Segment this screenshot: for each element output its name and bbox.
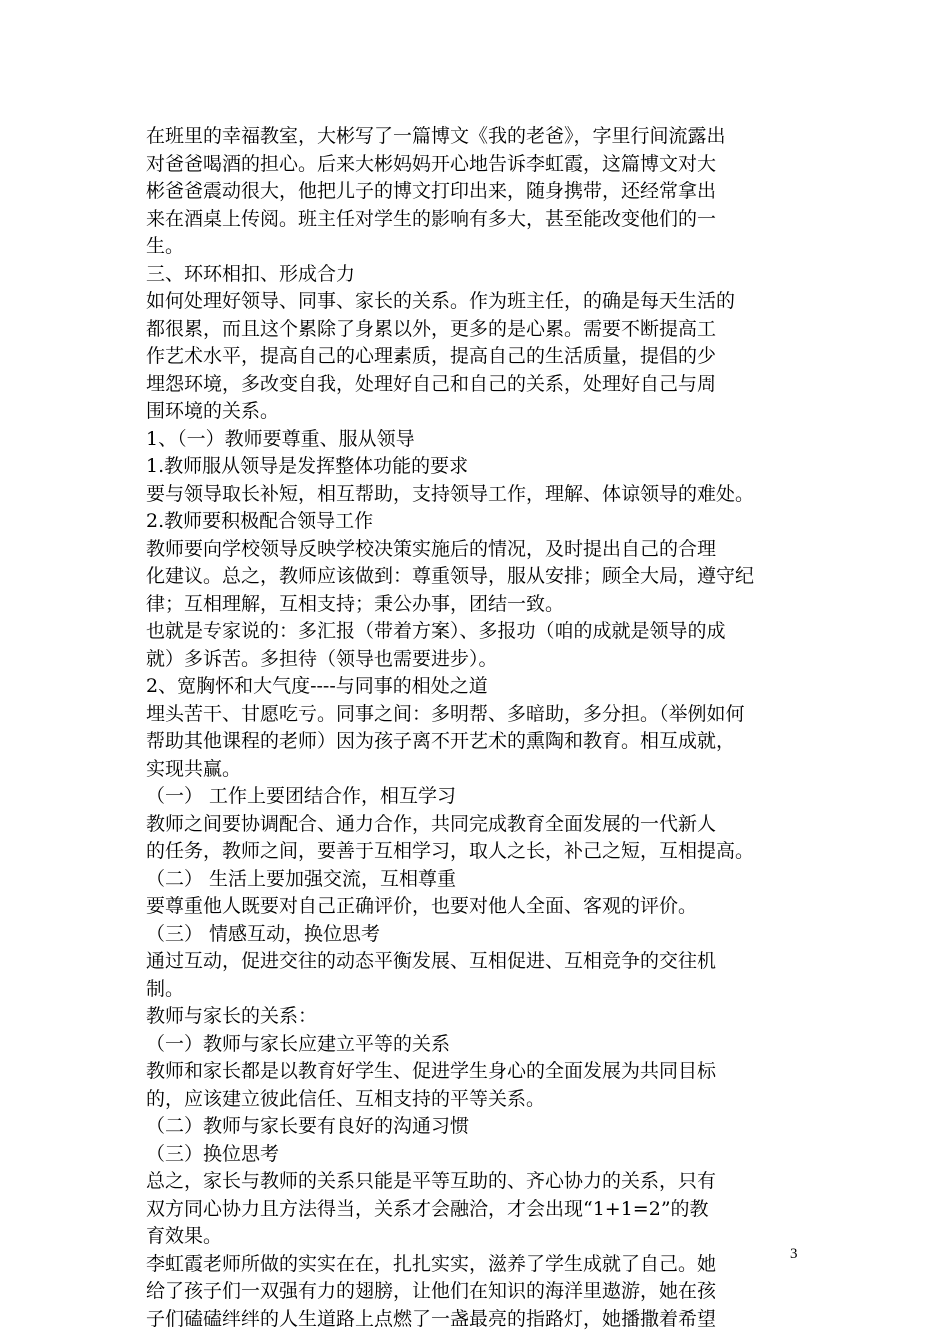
- text-line: 帮助其他课程的老师）因为孩子离不开艺术的熏陶和教育。相互成就，: [146, 730, 736, 752]
- text-line: 对爸爸喝酒的担心。后来大彬妈妈开心地告诉李虹霞，这篇博文对大: [146, 152, 717, 175]
- text-line: 实现共赢。: [146, 757, 242, 780]
- text-line: 围环境的关系。: [146, 400, 280, 422]
- subsection-heading: （一）教师与家长应建立平等的关系: [146, 1032, 451, 1055]
- text-line: 的，应该建立彼此信任、互相支持的平等关系。: [146, 1087, 546, 1110]
- subsection-heading: （二） 生活上要加强交流，互相尊重: [146, 867, 457, 890]
- text-line: 李虹霞老师所做的实实在在，扎扎实实，滋养了学生成就了自己。她: [146, 1252, 717, 1275]
- page-number: 3: [790, 1246, 798, 1262]
- subsection-heading: （一） 工作上要团结合作，相互学习: [146, 785, 457, 807]
- text-line: 总之，家长与教师的关系只能是平等互助的、齐心协力的关系，只有: [146, 1170, 717, 1192]
- subsection-heading: 2、宽胸怀和大气度----与同事的相处之道: [146, 675, 488, 697]
- text-line: 也就是专家说的：多汇报（带着方案）、多报功（咱的成就是领导的成: [146, 620, 726, 642]
- text-line: 育效果。: [146, 1225, 223, 1247]
- text-line: 就）多诉苦。多担待（领导也需要进步）。: [146, 647, 498, 670]
- text-line: 来在酒桌上传阅。班主任对学生的影响有多大，甚至能改变他们的一: [146, 207, 717, 230]
- text-line: 如何处理好领导、同事、家长的关系。作为班主任，的确是每天生活的: [146, 290, 736, 312]
- text-line: 制。: [146, 977, 185, 1000]
- text-line: 通过互动，促进交往的动态平衡发展、互相促进、互相竞争的交往机: [146, 950, 717, 972]
- text-line: 教师和家长都是以教育好学生、促进学生身心的全面发展为共同目标: [146, 1060, 717, 1082]
- text-line: 化建议。总之，教师应该做到：尊重领导，服从安排；顾全大局，遵守纪: [146, 565, 755, 587]
- document-body: [146, 123, 826, 1333]
- text-line: 埋头苦干、甘愿吃亏。同事之间：多明帮、多暗助，多分担。（举例如何: [146, 702, 745, 725]
- text-line: 都很累，而且这个累除了身累以外，更多的是心累。需要不断提高工: [146, 317, 717, 340]
- subsection-heading: （三）换位思考: [146, 1142, 280, 1165]
- text-line: 教师之间要协调配合、通力合作，共同完成教育全面发展的一代新人: [146, 812, 717, 835]
- text-line: 律；互相理解，互相支持；秉公办事，团结一致。: [146, 592, 565, 615]
- subsection-heading: （三） 情感互动，换位思考: [146, 922, 381, 945]
- text-line: 要与领导取长补短，相互帮助，支持领导工作，理解、体谅领导的难处。: [146, 482, 755, 505]
- subsection-heading: 1、（一）教师要尊重、服从领导: [146, 427, 415, 450]
- text-line: 在班里的幸福教室，大彬写了一篇博文《我的老爸》，字里行间流露出: [146, 125, 726, 147]
- text-line: 要尊重他人既要对自己正确评价，也要对他人全面、客观的评价。: [146, 895, 698, 917]
- subsection-heading: 1.教师服从领导是发挥整体功能的要求: [146, 455, 469, 477]
- text-line: 彬爸爸震动很大，他把儿子的博文打印出来，随身携带，还经常拿出: [146, 180, 717, 202]
- section-heading: 三、环环相扣、形成合力: [146, 262, 356, 285]
- text-line: 给了孩子们一双强有力的翅膀，让他们在知识的海洋里遨游，她在孩: [146, 1280, 717, 1302]
- text-line: 的任务，教师之间，要善于互相学习，取人之长，补己之短，互相提高。: [146, 840, 755, 862]
- text-line: 生。: [146, 235, 185, 257]
- subsection-heading: 教师与家长的关系：: [146, 1005, 318, 1027]
- subsection-heading: （二）教师与家长要有良好的沟通习惯: [146, 1115, 470, 1137]
- text-line: 埋怨环境，多改变自我，处理好自己和自己的关系，处理好自己与周: [146, 372, 717, 395]
- subsection-heading: 2.教师要积极配合领导工作: [146, 510, 374, 532]
- text-line: 教师要向学校领导反映学校决策实施后的情况，及时提出自己的合理: [146, 537, 717, 560]
- text-line: 子们磕磕绊绊的人生道路上点燃了一盏最亮的指路灯，她播撒着希望: [146, 1307, 717, 1330]
- text-line: 作艺术水平，提高自己的心理素质，提高自己的生活质量，提倡的少: [146, 345, 717, 367]
- text-line: 双方同心协力且方法得当，关系才会融洽，才会出现“1+1=2”的教: [146, 1197, 709, 1220]
